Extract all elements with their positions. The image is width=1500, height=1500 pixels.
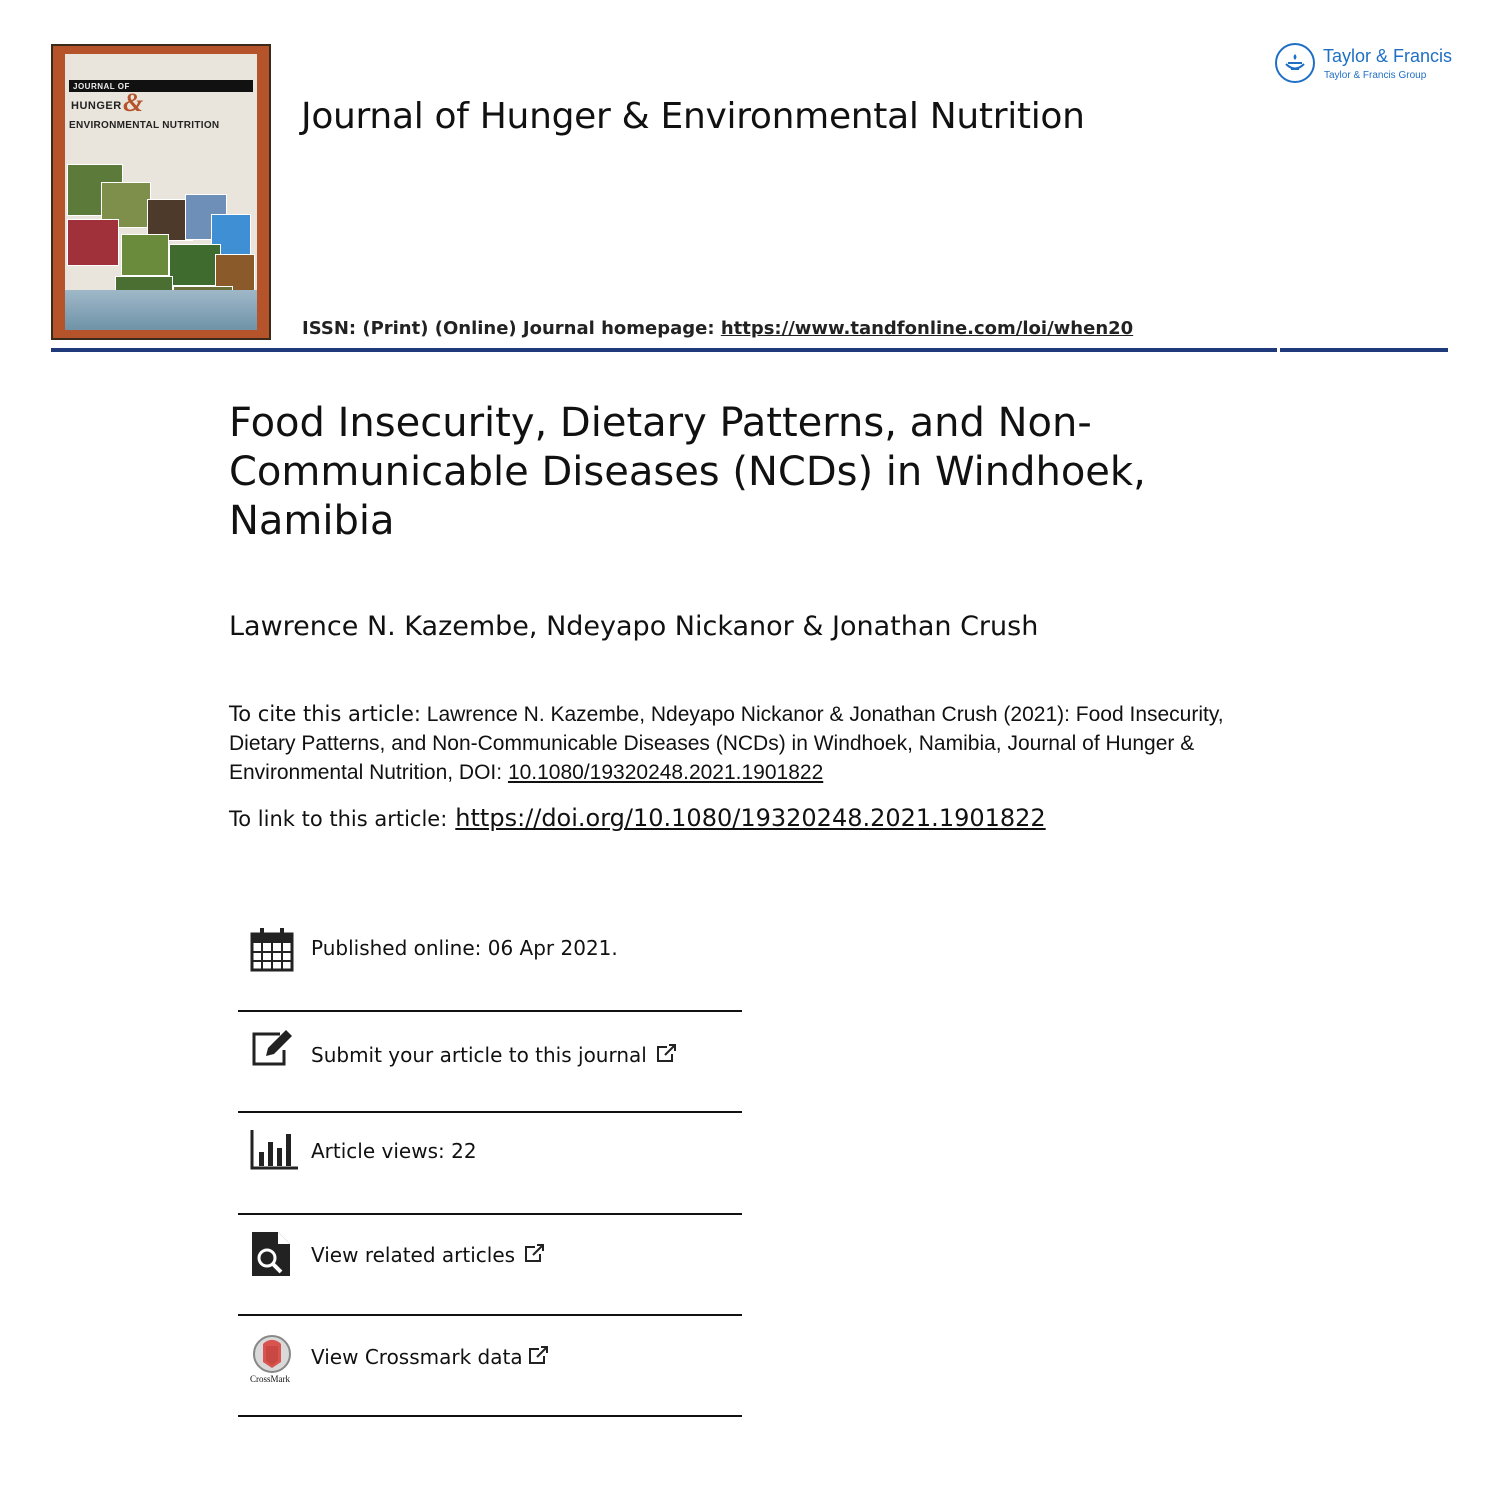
external-link-icon <box>655 1044 677 1069</box>
cite-label: To cite this article: <box>229 702 421 726</box>
info-divider <box>238 1010 742 1012</box>
header-rule-right <box>1280 348 1448 352</box>
cite-text: Lawrence N. Kazembe, Ndeyapo Nickanor & Jonathan Crush (2021): Food Insecurity, Dietary Patterns, and Non-Communicable Diseases (NCDs) in Windhoek, Namibia, Journal of Hunger & Environmental Nutrition, DOI: <box>229 703 1224 784</box>
article-views-item <box>238 1126 742 1206</box>
publisher-logo-icon <box>1275 43 1315 83</box>
article-title: Food Insecurity, Dietary Patterns, and Non-Communicable Diseases (NCDs) in Windhoek, Namibia <box>229 400 1146 544</box>
edit-icon <box>250 1028 296 1076</box>
crossmark-label: CrossMark <box>250 1374 290 1384</box>
crossmark-icon <box>250 1334 296 1386</box>
related-articles-label: View related articles <box>311 1243 516 1267</box>
info-divider <box>238 1213 742 1215</box>
submit-article-item[interactable] <box>238 1024 742 1104</box>
cover-heading-sub: ENVIRONMENTAL NUTRITION <box>69 120 220 131</box>
journal-cover-image <box>51 44 271 340</box>
publisher-name: Taylor & Francis <box>1323 46 1453 66</box>
publisher-logo <box>1275 43 1453 88</box>
journal-title: Journal of Hunger & Environmental Nutrition <box>301 96 1085 137</box>
issn-label: ISSN: (Print) (Online) Journal homepage: <box>302 318 721 339</box>
external-link-icon <box>527 1346 549 1371</box>
info-divider <box>238 1314 742 1316</box>
cover-heading-top: JOURNAL OF <box>73 82 130 91</box>
issn-line <box>302 318 1133 339</box>
crossmark-link-label: View Crossmark data <box>311 1345 523 1369</box>
submit-article-label: Submit your article to this journal <box>311 1043 647 1067</box>
published-online-item <box>238 922 742 1002</box>
published-online-text: Published online: 06 Apr 2021. <box>311 936 618 960</box>
link-label: To link to this article: <box>229 807 448 831</box>
cover-water <box>65 290 257 330</box>
citation-block <box>229 700 1269 787</box>
journal-homepage-link[interactable]: https://www.tandfonline.com/loi/when20 <box>720 318 1134 339</box>
bar-chart-icon <box>250 1128 296 1176</box>
search-document-icon <box>250 1230 296 1278</box>
publisher-group: Taylor & Francis Group <box>1324 70 1427 81</box>
cover-photo <box>121 234 169 276</box>
article-authors: Lawrence N. Kazembe, Ndeyapo Nickanor & Jonathan Crush <box>229 611 1039 642</box>
info-divider <box>238 1415 742 1417</box>
related-articles-link[interactable] <box>311 1243 545 1269</box>
article-link-line <box>229 804 1046 832</box>
cover-photo <box>67 219 119 266</box>
info-divider <box>238 1111 742 1113</box>
crossmark-item[interactable] <box>238 1330 742 1410</box>
cite-doi-link[interactable]: 10.1080/19320248.2021.1901822 <box>507 761 824 784</box>
submit-article-link[interactable] <box>311 1043 677 1069</box>
cover-heading-amp: & <box>123 88 144 117</box>
cover-heading-main: HUNGER <box>71 100 122 112</box>
external-link-icon <box>523 1244 545 1269</box>
article-views-text: Article views: 22 <box>311 1139 477 1163</box>
article-doi-link[interactable]: https://doi.org/10.1080/19320248.2021.1901822 <box>455 804 1046 832</box>
header-rule <box>51 348 1277 352</box>
crossmark-link[interactable] <box>311 1345 549 1371</box>
cover-photo <box>169 244 221 286</box>
calendar-icon <box>250 926 296 974</box>
related-articles-item[interactable] <box>238 1228 742 1308</box>
